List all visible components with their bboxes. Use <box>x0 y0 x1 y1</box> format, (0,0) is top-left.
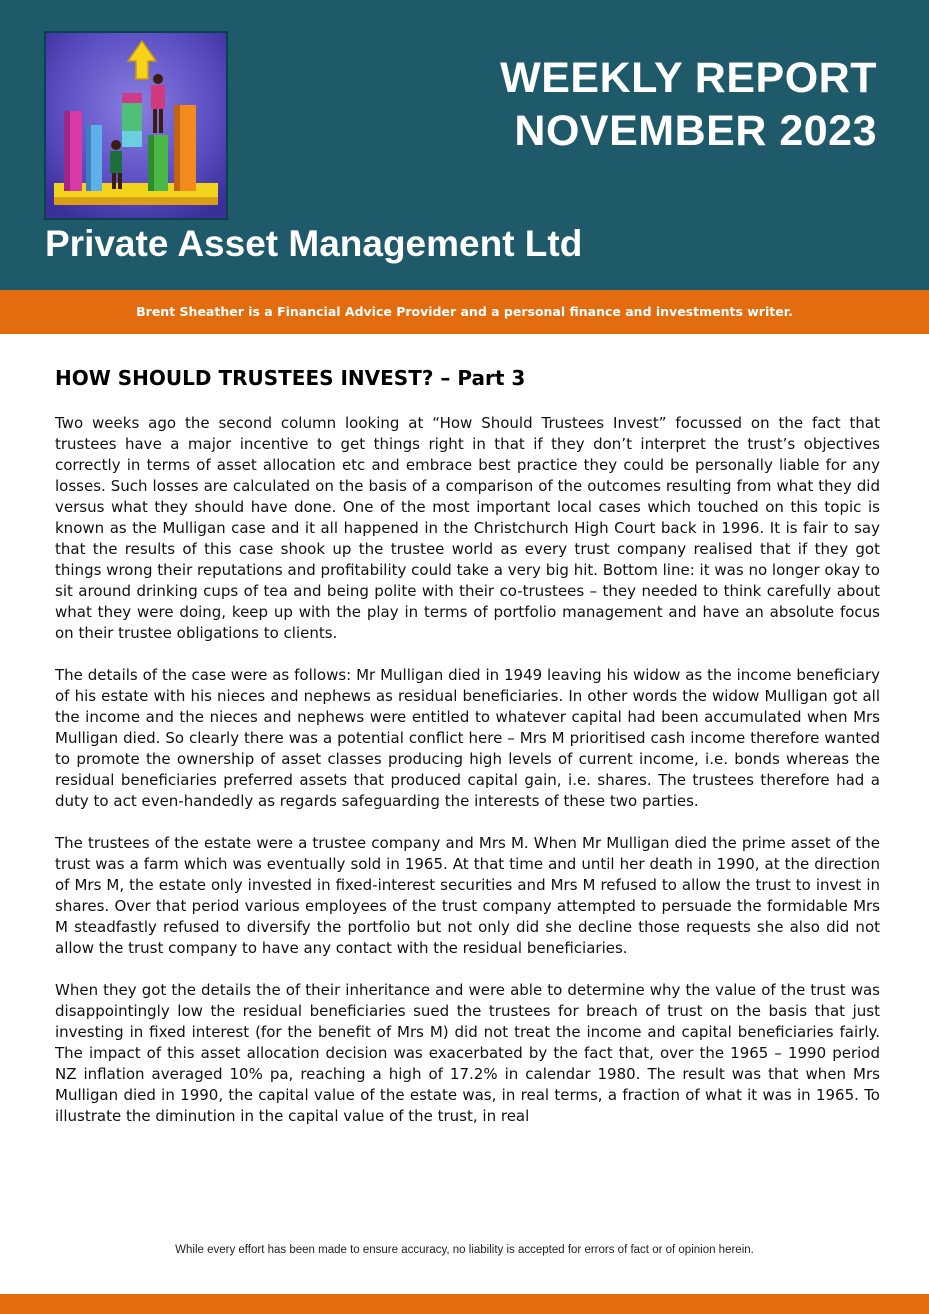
report-header <box>0 0 929 290</box>
report-title-line1: WEEKLY REPORT <box>500 54 877 102</box>
article-title: HOW SHOULD TRUSTEES INVEST? – Part 3 <box>55 366 526 390</box>
footer-bar <box>0 1294 929 1314</box>
article-body <box>55 413 880 1148</box>
article-paragraph-1: Two weeks ago the second column looking at “How Should Trustees Invest” focussed on the fact that trustees have a major incentive to get things right in that if they don’t interpret the trust’s objectives correctly in terms of asset allocation etc and embrace best practice they could be personally liable for any losses. Such losses are calculated on the basis of a comparison of the outcomes resulting from what they did versus what they should have done. One of the most important local cases which touched on this topic is known as the Mulligan case and it all happened in the Christchurch High Court back in 1996. It is fair to say that the results of this case shook up the trustee world as every trust company realised that if they got things wrong their reputations and profitability could take a very big hit. Bottom line: it was no longer okay to sit around drinking cups of tea and being polite with their co-trustees – they needed to think carefully about what they were doing, keep up with the play in terms of portfolio management and have an absolute focus on their trustee obligations to clients. <box>55 414 880 642</box>
report-title <box>500 52 877 158</box>
report-title-line2: NOVEMBER 2023 <box>514 107 877 155</box>
chart-climbers-icon <box>44 31 228 220</box>
article-paragraph-2: The details of the case were as follows: Mr Mulligan died in 1949 leaving his widow as the income beneficiary of his estate with his nieces and nephews as residual beneficiaries. In other words the widow Mulligan got all the income and the nieces and nephews were entitled to whatever capital had been accumulated when Mrs Mulligan died. So clearly there was a potential conflict here – Mrs M prioritised cash income therefore wanted to promote the ownership of asset classes producing high levels of current income, i.e. bonds whereas the residual beneficiaries preferred assets that produced capital gain, i.e. shares. The trustees therefore had a duty to act even-handedly as regards safeguarding the interests of these two parties. <box>55 666 880 810</box>
article-paragraph-3: The trustees of the estate were a trustee company and Mrs M. When Mr Mulligan died the prime asset of the trust was a farm which was eventually sold in 1965. At that time and until her death in 1990, at the direction of Mrs M, the estate only invested in fixed-interest securities and Mrs M refused to allow the trust to invest in shares. Over that period various employees of the trust company attempted to persuade the formidable Mrs M steadfastly refused to diversify the portfolio but not only did she decline those requests she also did not allow the trust company to have any contact with the residual beneficiaries. <box>55 834 880 957</box>
footer-disclaimer: While every effort has been made to ensure accuracy, no liability is accepted for errors of fact or of opinion herein. <box>175 1244 754 1256</box>
article-paragraph-4: When they got the details the of their inheritance and were able to determine why the value of the trust was disappointingly low the residual beneficiaries sued the trustees for breach of trust on the basis that just investing in fixed interest (for the benefit of Mrs M) did not treat the income and capital beneficiaries fairly. The impact of this asset allocation decision was exacerbated by the fact that, over the 1965 – 1990 period NZ inflation averaged 10% pa, reaching a high of 17.2% in calendar 1980. The result was that when Mrs Mulligan died in 1990, the capital value of the estate was, in real terms, a fraction of what it was in 1965. To illustrate the diminution in the capital value of the trust, in real <box>55 981 880 1125</box>
company-name: Private Asset Management Ltd <box>45 223 583 264</box>
author-banner: Brent Sheather is a Financial Advice Provider and a personal finance and investments writer. <box>0 290 929 334</box>
